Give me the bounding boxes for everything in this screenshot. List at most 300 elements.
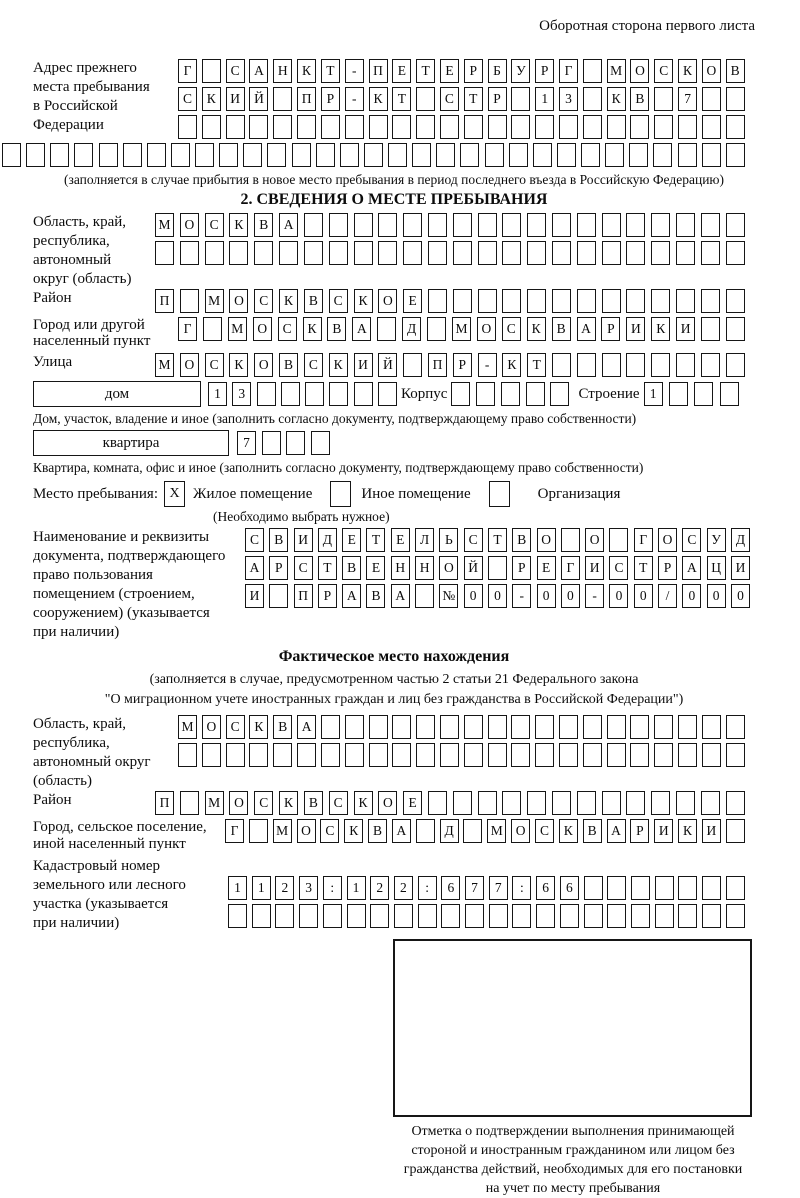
char-cell: Р [318, 584, 337, 608]
char-cell: М [273, 819, 292, 843]
char-cell [369, 715, 388, 739]
street-block [33, 353, 755, 381]
char-cell: С [178, 87, 197, 111]
text-line: право пользования [33, 567, 153, 583]
text-line: Область, край, [33, 716, 127, 732]
char-cell [702, 876, 721, 900]
actual-region-row-1 [178, 715, 745, 739]
char-cell: Т [366, 528, 385, 552]
char-cell [726, 241, 745, 265]
char-cell: Р [464, 59, 483, 83]
char-cell [701, 353, 720, 377]
char-cell [651, 241, 670, 265]
char-cell [527, 241, 546, 265]
text-line: места пребывания [33, 79, 150, 95]
char-cell: С [320, 819, 339, 843]
text-line: стороной и иностранным гражданином или лицом без [411, 1143, 735, 1158]
char-cell: С [654, 59, 673, 83]
char-cell: П [428, 353, 447, 377]
char-cell [249, 743, 268, 767]
char-cell: Т [416, 59, 435, 83]
char-cell [702, 87, 721, 111]
char-cell [726, 143, 745, 167]
char-cell [701, 317, 720, 341]
char-cell [305, 382, 324, 406]
city-label [33, 317, 178, 349]
char-cell [392, 715, 411, 739]
apartment-box: квартира [33, 430, 229, 456]
char-cell [602, 289, 621, 313]
char-cell: Р [512, 556, 531, 580]
char-cell: Ц [707, 556, 726, 580]
char-cell [292, 143, 311, 167]
char-cell [655, 904, 674, 928]
stay-organization-label: Организация [537, 485, 621, 502]
char-cell: 7 [237, 431, 256, 455]
char-cell [202, 743, 221, 767]
char-cell: № [439, 584, 458, 608]
char-cell: В [279, 353, 298, 377]
char-cell: 3 [299, 876, 318, 900]
char-cell [626, 289, 645, 313]
stay-type-row [33, 481, 755, 507]
char-cell [607, 743, 626, 767]
document-block [33, 528, 755, 642]
prev-address-row-1 [178, 59, 745, 83]
char-cell [631, 876, 650, 900]
char-cell [329, 241, 348, 265]
char-cell [465, 904, 484, 928]
char-cell: В [366, 584, 385, 608]
actual-district-label: Район [33, 792, 72, 808]
apartment-caption: Квартира, комната, офис и иное (заполнить согласно документу, подтверждающему право собственности) [33, 460, 644, 475]
char-cell: К [229, 353, 248, 377]
char-cell [418, 904, 437, 928]
char-cell [392, 115, 411, 139]
char-cell: О [202, 715, 221, 739]
char-cell [678, 115, 697, 139]
char-cell [321, 743, 340, 767]
prev-address-rows [178, 59, 745, 143]
char-cell [378, 382, 397, 406]
char-cell [552, 791, 571, 815]
char-cell [726, 904, 745, 928]
actual-location-title: Фактическое место нахождения [278, 648, 510, 665]
actual-region-label [33, 715, 178, 791]
char-cell [676, 241, 695, 265]
char-cell: С [535, 819, 554, 843]
district-block [33, 289, 755, 317]
char-cell [678, 743, 697, 767]
text-line: помещением (строением, [33, 586, 195, 602]
char-cell: Е [366, 556, 385, 580]
char-cell: И [676, 317, 695, 341]
char-cell [377, 317, 396, 341]
char-cell: Е [403, 289, 422, 313]
char-cell [653, 143, 672, 167]
char-cell: К [202, 87, 221, 111]
char-cell: А [249, 59, 268, 83]
char-cell: К [502, 353, 521, 377]
char-cell [394, 904, 413, 928]
char-cell [202, 59, 221, 83]
char-cell: В [583, 819, 602, 843]
char-cell: 0 [731, 584, 750, 608]
char-cell: В [368, 819, 387, 843]
actual-region-block [33, 715, 755, 791]
text-line: при наличии) [33, 915, 120, 931]
char-cell [630, 715, 649, 739]
char-cell [583, 87, 602, 111]
char-cell [678, 876, 697, 900]
stamp-caption [361, 1122, 785, 1198]
char-cell: Т [634, 556, 653, 580]
char-cell [171, 143, 190, 167]
char-cell: С [226, 59, 245, 83]
char-cell: Г [634, 528, 653, 552]
char-cell: О [585, 528, 604, 552]
text-line: (область) [33, 773, 92, 789]
char-cell: А [392, 819, 411, 843]
char-cell: А [245, 556, 264, 580]
stroenie-cells [644, 382, 739, 406]
char-cell [453, 289, 472, 313]
text-line: автономный округ [33, 754, 151, 770]
char-cell [403, 213, 422, 237]
char-cell: К [651, 317, 670, 341]
house-caption: Дом, участок, владение и иное (заполнить согласно документу, подтверждающему право собственности) [33, 411, 637, 426]
char-cell [654, 743, 673, 767]
region-block [33, 213, 755, 289]
char-cell [219, 143, 238, 167]
char-cell [726, 791, 745, 815]
char-cell: П [155, 791, 174, 815]
char-cell [726, 353, 745, 377]
char-cell [678, 904, 697, 928]
text-line: при наличии) [33, 624, 120, 640]
char-cell: О [180, 213, 199, 237]
char-cell [415, 584, 434, 608]
document-rows [245, 528, 750, 612]
text-line: "О миграционном учете иностранных граждан и лиц без гражданства в Российской Федерации") [104, 692, 684, 707]
char-cell: 0 [634, 584, 653, 608]
char-cell [676, 353, 695, 377]
text-line: округ (область) [33, 271, 132, 287]
stay-organization-checkbox [489, 481, 510, 507]
char-cell [428, 241, 447, 265]
char-cell: О [630, 59, 649, 83]
region-row-1 [155, 213, 745, 237]
char-cell: И [654, 819, 673, 843]
char-cell [630, 115, 649, 139]
char-cell [203, 317, 222, 341]
char-cell: А [577, 317, 596, 341]
char-cell [607, 715, 626, 739]
char-cell [416, 715, 435, 739]
text-line: в Российской [33, 98, 118, 114]
prev-address-block [33, 59, 755, 143]
char-cell: В [726, 59, 745, 83]
char-cell: 0 [464, 584, 483, 608]
char-cell [501, 382, 520, 406]
char-cell [559, 743, 578, 767]
char-cell: В [254, 213, 273, 237]
char-cell [489, 904, 508, 928]
char-cell: О [254, 353, 273, 377]
char-cell: И [626, 317, 645, 341]
char-cell [369, 743, 388, 767]
char-cell [577, 213, 596, 237]
char-cell: 2 [394, 876, 413, 900]
char-cell [552, 241, 571, 265]
char-cell: Ь [439, 528, 458, 552]
char-cell [607, 904, 626, 928]
house-box: дом [33, 381, 201, 407]
char-cell [552, 353, 571, 377]
char-cell: - [478, 353, 497, 377]
char-cell [702, 715, 721, 739]
char-cell: 0 [537, 584, 556, 608]
char-cell: Е [392, 59, 411, 83]
char-cell: В [327, 317, 346, 341]
char-cell [720, 382, 739, 406]
char-cell [577, 791, 596, 815]
char-cell: 0 [707, 584, 726, 608]
char-cell: 3 [559, 87, 578, 111]
prev-address-label [33, 59, 178, 135]
char-cell: С [329, 791, 348, 815]
text-line: Отметка о подтверждении выполнения принимающей [411, 1124, 735, 1139]
char-cell: Р [453, 353, 472, 377]
char-cell: С [464, 528, 483, 552]
actual-location-caption [33, 670, 755, 710]
char-cell: 0 [561, 584, 580, 608]
prev-address-row-2 [178, 87, 745, 111]
char-cell [416, 115, 435, 139]
char-cell [195, 143, 214, 167]
text-line: Адрес прежнего [33, 60, 137, 76]
char-cell [511, 115, 530, 139]
char-cell [249, 115, 268, 139]
char-cell [441, 904, 460, 928]
char-cell: 7 [465, 876, 484, 900]
char-cell [559, 715, 578, 739]
char-cell [651, 289, 670, 313]
char-cell: О [477, 317, 496, 341]
char-cell [427, 317, 446, 341]
char-cell [488, 115, 507, 139]
char-cell [511, 743, 530, 767]
char-cell: Г [561, 556, 580, 580]
char-cell [561, 528, 580, 552]
char-cell: Д [440, 819, 459, 843]
actual-region-rows [178, 715, 745, 771]
char-cell [2, 143, 21, 167]
char-cell [488, 556, 507, 580]
house-row [33, 381, 755, 407]
char-cell [254, 241, 273, 265]
char-cell: А [391, 584, 410, 608]
char-cell [502, 241, 521, 265]
region-label [33, 213, 155, 289]
char-cell: К [678, 819, 697, 843]
char-cell [369, 115, 388, 139]
region-rows [155, 213, 745, 269]
char-cell: Е [342, 528, 361, 552]
char-cell: Н [415, 556, 434, 580]
char-cell [533, 143, 552, 167]
char-cell: И [294, 528, 313, 552]
prev-address-row-4 [2, 143, 745, 167]
text-line: автономный [33, 252, 112, 268]
char-cell [676, 791, 695, 815]
char-cell [297, 115, 316, 139]
char-cell [726, 87, 745, 111]
char-cell: Г [225, 819, 244, 843]
char-cell: К [303, 317, 322, 341]
char-cell [655, 876, 674, 900]
text-line: республика, [33, 735, 110, 751]
char-cell: Р [321, 87, 340, 111]
char-cell [602, 353, 621, 377]
apartment-cells [237, 431, 330, 455]
char-cell [527, 289, 546, 313]
char-cell [463, 819, 482, 843]
char-cell: : [512, 876, 531, 900]
char-cell [180, 791, 199, 815]
char-cell: В [342, 556, 361, 580]
document-label [33, 528, 245, 642]
char-cell [488, 743, 507, 767]
char-cell: Е [537, 556, 556, 580]
char-cell [509, 143, 528, 167]
char-cell: 1 [347, 876, 366, 900]
stroenie-label: Строение [578, 385, 640, 402]
char-cell: 1 [228, 876, 247, 900]
char-cell [249, 819, 268, 843]
char-cell [609, 528, 628, 552]
char-cell: К [297, 59, 316, 83]
city-row [178, 317, 745, 341]
char-cell [226, 743, 245, 767]
char-cell [147, 143, 166, 167]
char-cell [275, 904, 294, 928]
char-cell [552, 213, 571, 237]
char-cell: М [487, 819, 506, 843]
char-cell [701, 241, 720, 265]
char-cell [726, 317, 745, 341]
char-cell: К [678, 59, 697, 83]
char-cell: И [702, 819, 721, 843]
char-cell [354, 382, 373, 406]
char-cell [304, 241, 323, 265]
char-cell [354, 213, 373, 237]
char-cell: А [607, 819, 626, 843]
char-cell [321, 715, 340, 739]
char-cell: С [226, 715, 245, 739]
actual-district-block [33, 791, 755, 819]
char-cell [205, 241, 224, 265]
char-cell: 6 [536, 876, 555, 900]
char-cell: Т [488, 528, 507, 552]
char-cell: 6 [441, 876, 460, 900]
char-cell [252, 904, 271, 928]
char-cell [511, 715, 530, 739]
char-cell: О [229, 791, 248, 815]
char-cell: М [205, 791, 224, 815]
region-row-2 [155, 241, 745, 265]
char-cell [629, 143, 648, 167]
text-line: (заполняется в случае, предусмотренном частью 2 статьи 21 Федерального закона [149, 672, 639, 687]
char-cell: С [205, 353, 224, 377]
char-cell [370, 904, 389, 928]
char-cell [702, 743, 721, 767]
char-cell [416, 819, 435, 843]
char-cell: С [440, 87, 459, 111]
char-cell [560, 904, 579, 928]
char-cell [412, 143, 431, 167]
char-cell [345, 743, 364, 767]
char-cell [453, 213, 472, 237]
actual-city-block [33, 819, 755, 853]
char-cell: Е [403, 791, 422, 815]
text-line: на учет по месту пребывания [485, 1181, 661, 1196]
char-cell [50, 143, 69, 167]
char-cell [626, 353, 645, 377]
char-cell [726, 715, 745, 739]
char-cell [701, 791, 720, 815]
char-cell: В [630, 87, 649, 111]
char-cell [526, 382, 545, 406]
char-cell [243, 143, 262, 167]
char-cell [286, 431, 305, 455]
char-cell [559, 115, 578, 139]
char-cell: К [249, 715, 268, 739]
char-cell: Т [464, 87, 483, 111]
char-cell: Р [535, 59, 554, 83]
char-cell: 1 [252, 876, 271, 900]
char-cell: Т [527, 353, 546, 377]
char-cell: М [155, 213, 174, 237]
char-cell [488, 715, 507, 739]
char-cell: 1 [644, 382, 663, 406]
prev-address-row-3 [178, 115, 745, 139]
char-cell: О [297, 819, 316, 843]
char-cell: О [439, 556, 458, 580]
char-cell [583, 715, 602, 739]
char-cell [583, 59, 602, 83]
char-cell [584, 876, 603, 900]
char-cell: А [342, 584, 361, 608]
char-cell [511, 87, 530, 111]
stamp-box [393, 939, 752, 1117]
char-cell: - [512, 584, 531, 608]
char-cell [26, 143, 45, 167]
text-line: гражданства действий, необходимых для его постановки [403, 1162, 743, 1177]
char-cell: К [527, 317, 546, 341]
char-cell [74, 143, 93, 167]
actual-district-row [155, 791, 745, 815]
stay-other-label: Иное помещение [361, 485, 471, 502]
char-cell [378, 213, 397, 237]
char-cell [577, 289, 596, 313]
char-cell [364, 143, 383, 167]
text-line: Город или другой [33, 317, 145, 333]
stay-type-label: Место пребывания: [33, 485, 158, 502]
char-cell [262, 431, 281, 455]
char-cell: Д [731, 528, 750, 552]
char-cell: 3 [232, 382, 251, 406]
